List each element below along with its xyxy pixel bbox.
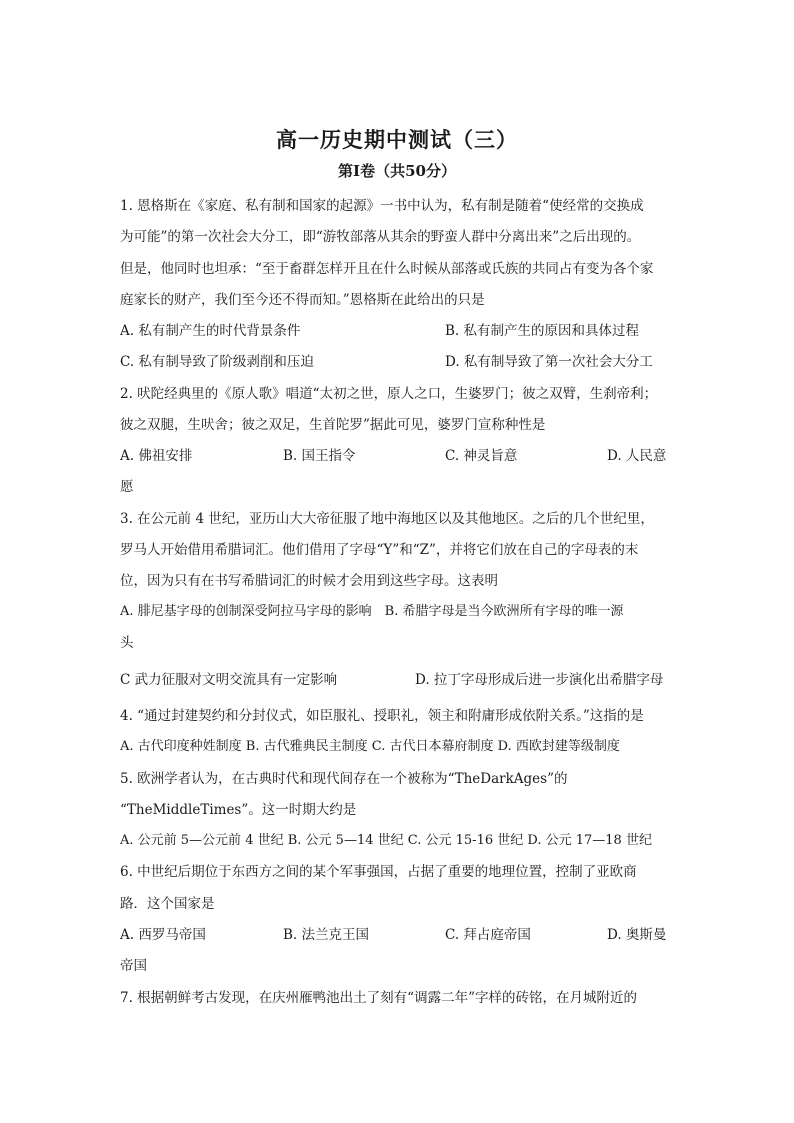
q3-line-1: 3. 在公元前 4 世纪，亚历山大大帝征服了地中海地区以及其他地区。之后的几个世纪里， — [120, 511, 654, 527]
q1-line-2: 为可能”的第一次社会大分工，即“游牧部落从其余的野蛮人群中分离出来”之后出现的。 — [120, 229, 641, 245]
q1-line-4: 庭家长的财产，我们至今还不得而知。”恩格斯在此给出的只是 — [120, 292, 485, 308]
q6-option-d-continued: 帝国 — [120, 958, 147, 974]
q3-option-ab: A. 腓尼基字母的创制深受阿拉马字母的影响 B. 希腊字母是当今欧洲所有字母的唯一源 — [120, 604, 624, 619]
section-heading: 第Ⅰ卷（共50分） — [338, 162, 456, 180]
q1-option-b: B. 私有制产生的原因和具体过程 — [445, 323, 640, 339]
q6-line-1: 6. 中世纪后期位于东西方之间的某个军事强国，占据了重要的地理位置，控制了亚欧商 — [120, 864, 637, 880]
q2-option-d: D. 人民意 — [607, 448, 667, 464]
q6-line-2: 路．这个国家是 — [120, 896, 215, 912]
q4-line-1: 4. “通过封建契约和分封仪式，如臣服礼、授职礼，领主和附庸形成依附关系。”这指的是 — [120, 708, 644, 724]
q2-option-a: A. 佛祖安排 — [120, 448, 193, 464]
exam-title: 高一历史期中测试（三） — [276, 127, 518, 152]
q2-line-2: 彼之双腿，生吠舍；彼之双足，生首陀罗”据此可见，婆罗门宣称种性是 — [120, 417, 546, 433]
q6-option-c: C. 拜占庭帝国 — [445, 927, 531, 943]
q2-option-d-continued: 愿 — [120, 479, 134, 495]
q3-line-3: 位，因为只有在书写希腊词汇的时候才会用到这些字母。这表明 — [120, 573, 498, 589]
q6-option-b: B. 法兰克王国 — [283, 927, 370, 943]
q6-option-a: A. 西罗马帝国 — [120, 927, 206, 943]
q3-option-c: C 武力征服对文明交流具有一定影响 — [120, 672, 338, 688]
q6-option-d: D. 奥斯曼 — [607, 927, 667, 943]
q7-line-1: 7. 根据朝鲜考古发现，在庆州雁鸭池出土了刻有“调露二年”字样的砖铭，在月城附近的 — [120, 990, 637, 1006]
q4-options: A. 古代印度种姓制度 B. 古代雅典民主制度 C. 古代日本幕府制度 D. 西欧封建等级制度 — [120, 739, 620, 754]
q1-line-1: 1. 恩格斯在《家庭、私有制和国家的起源》一书中认为，私有制是随着“使经常的交换成 — [120, 198, 644, 214]
q5-options: A. 公元前 5—公元前 4 世纪 B. 公元 5—14 世纪 C. 公元 15-16 世纪 D. 公元 17—18 世纪 — [120, 833, 652, 848]
q2-option-b: B. 国王指令 — [283, 448, 356, 464]
q3-option-ab-continued: 头 — [120, 635, 134, 651]
q5-line-1: 5. 欧洲学者认为，在古典时代和现代间存在一个被称为“TheDarkAges”的 — [120, 771, 568, 787]
q1-option-d: D. 私有制导致了第一次社会大分工 — [445, 354, 653, 370]
q1-line-3: 但是，他同时也坦承：“至于畜群怎样开且在什么时候从部落或氏族的共同占有变为各个家 — [120, 261, 654, 277]
q2-option-c: C. 神灵旨意 — [445, 448, 518, 464]
q1-option-a: A. 私有制产生的时代背景条件 — [120, 323, 301, 339]
q3-option-d: D. 拉丁字母形成后进一步演化出希腊字母 — [415, 672, 664, 688]
q1-option-c: C. 私有制导致了阶级剥削和压迫 — [120, 354, 314, 370]
q2-line-1: 2. 吠陀经典里的《原人歌》唱道“太初之世，原人之口，生婆罗门；彼之双臂，生刹帝利； — [120, 386, 658, 402]
q5-line-2: “TheMiddleTimes”。这一时期大约是 — [120, 802, 357, 818]
q3-line-2: 罗马人开始借用希腊词汇。他们借用了字母“Y”和“Z”，并将它们放在自己的字母表的末 — [120, 542, 639, 558]
